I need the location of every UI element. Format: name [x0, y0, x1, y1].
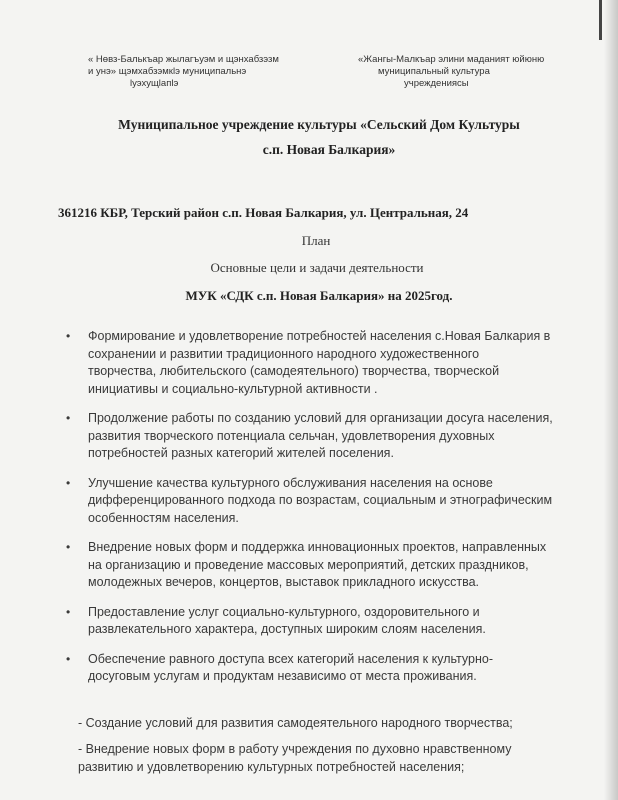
- task-item-line: - Внедрение новых форм в работу учреждения по духовно нравственному: [78, 742, 512, 756]
- task-item-line: развитию и удовлетворению культурных потребностей населения;: [78, 760, 465, 774]
- goal-item-line: Предоставление услуг социально-культурного, оздоровительного и: [88, 604, 480, 619]
- header-left-kabardian: [88, 54, 279, 90]
- goal-item: [64, 475, 584, 528]
- goal-item-line: дифференцированного подхода по возрастам, социальным и этнографическим: [88, 493, 553, 507]
- goal-item: [64, 604, 584, 639]
- plan-title: План: [301, 233, 331, 248]
- goal-item: [64, 651, 584, 686]
- bullet-mark: •: [66, 604, 71, 619]
- header-right-line: «Жангы-Малкъар элини маданият юйюню: [358, 54, 545, 65]
- goal-item-line: Внедрение новых форм и поддержка инновационных проектов, направленных: [88, 540, 547, 554]
- goal-item-line: творчества, любительского (самодеятельного) творчества, творческой: [88, 364, 500, 378]
- goal-item: [64, 328, 584, 398]
- organization-name: Муниципальное учреждение культуры «Сельский Дом Культуры: [118, 117, 520, 132]
- scan-edge-mark: [599, 0, 602, 40]
- goal-item-line: Обеспечение равного доступа всех категорий населения к культурно-: [88, 651, 493, 666]
- plan-subtitle: Основные цели и задачи деятельности: [210, 260, 424, 275]
- goal-item-line: сохранении и развитии традиционного народного художественного: [88, 346, 480, 361]
- goal-item-line: особенностям населения.: [88, 510, 239, 525]
- goal-item: [64, 539, 584, 592]
- goal-item-line: Продолжение работы по созданию условий для организации досуга населения,: [88, 411, 553, 425]
- goal-item: [64, 410, 584, 463]
- goal-item-line: инициативы и социально-культурной активности .: [88, 381, 378, 396]
- header-right-line: учреждениясы: [404, 78, 469, 89]
- header-left-line: lуэхущlапlэ: [130, 78, 179, 89]
- bullet-mark: •: [66, 411, 71, 425]
- goal-item-line: досуговым услугам и продуктам независимо от места проживания.: [88, 669, 477, 683]
- task-item: [78, 714, 578, 732]
- bullet-mark: •: [66, 475, 71, 490]
- header-right-line: муниципальный культура: [378, 66, 490, 77]
- task-item: [78, 740, 578, 776]
- header-right-balkar: [358, 54, 544, 90]
- bullet-mark: •: [66, 651, 71, 666]
- tasks-list: [78, 714, 578, 784]
- goal-item-line: Улучшение качества культурного обслуживания населения на основе: [88, 475, 493, 490]
- organization-address: 361216 КБР, Терский район с.п. Новая Балкария, ул. Центральная, 24: [58, 205, 469, 220]
- task-item-line: - Создание условий для развития самодеятельного народного творчества;: [78, 716, 513, 730]
- goal-item-line: потребностей разных категорий жителей поселения.: [88, 446, 394, 460]
- goals-list: [64, 328, 584, 698]
- plan-org-year: МУК «СДК с.п. Новая Балкария» на 2025год.: [185, 288, 453, 303]
- goal-item-line: развития творческого потенциала сельчан, удовлетворения духовных: [88, 428, 495, 443]
- goal-item-line: на организацию и проведение массовых мероприятий, детских праздников,: [88, 557, 529, 572]
- header-left-line: « Нөвз-Балькъар жылагъуэм и щэнхабзэзм: [88, 54, 279, 65]
- goal-item-line: развлекательного характера, доступных широким слоям населения.: [88, 622, 486, 636]
- bullet-mark: •: [66, 329, 71, 343]
- organization-name-cont: с.п. Новая Балкария»: [262, 142, 396, 157]
- goal-item-line: молодежных вечеров, концертов, выставок прикладного искусства.: [88, 575, 480, 589]
- goal-item-line: Формирование и удовлетворение потребностей населения с.Новая Балкария в: [88, 329, 551, 343]
- header-left-line: и унэ» щэмхабзэмкlэ муниципальнэ: [88, 66, 247, 77]
- bullet-mark: •: [66, 540, 71, 554]
